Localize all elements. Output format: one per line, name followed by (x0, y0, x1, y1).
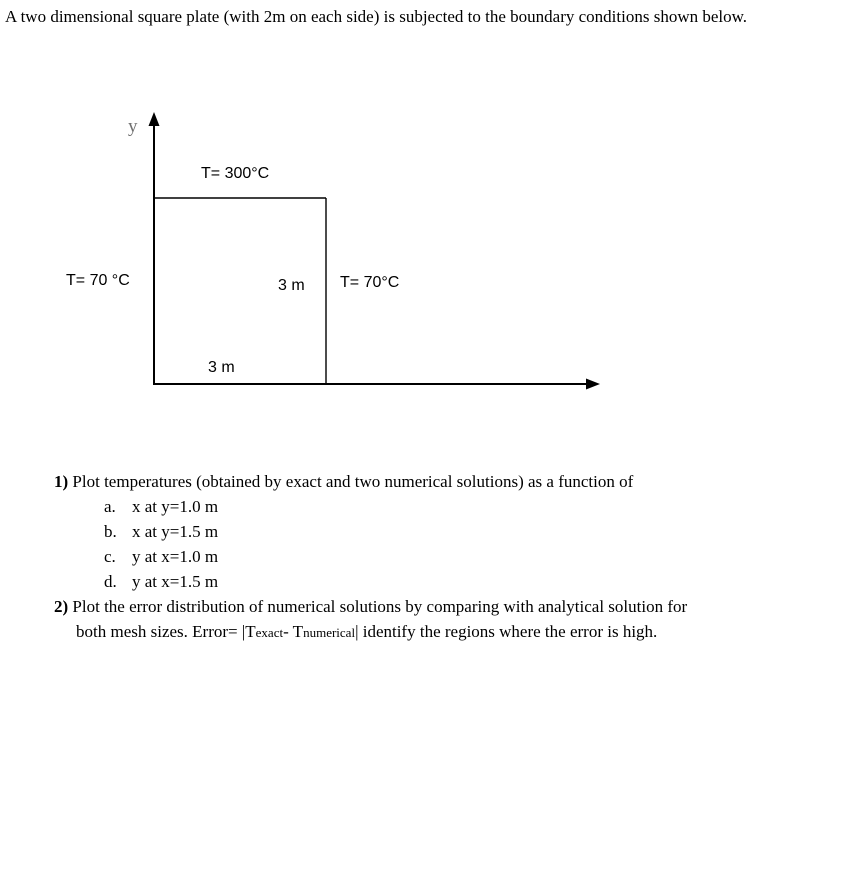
item-letter: a. (104, 497, 116, 516)
question-1-item-c (54, 544, 794, 569)
question-1-item-a (54, 494, 794, 519)
side-dimension-label: 3 m (278, 277, 305, 294)
question-1-text: Plot temperatures (obtained by exact and two numerical solutions) as a function of (72, 472, 634, 491)
error-formula-prefix: both mesh sizes. Error= |T (76, 622, 256, 641)
x-axis-arrowhead (586, 379, 600, 390)
item-letter: b. (104, 522, 117, 541)
question-2-continuation (54, 619, 794, 645)
question-1-number: 1) (54, 472, 69, 491)
subscript-exact: exact (255, 625, 284, 640)
question-1 (54, 469, 794, 494)
error-formula-suffix: | identify the regions where the error is high. (355, 622, 658, 641)
item-letter: d. (104, 572, 117, 591)
y-axis-label: y (128, 116, 138, 137)
item-text: y at x=1.0 m (132, 547, 219, 566)
left-boundary-temp: T= 70 °C (66, 272, 130, 289)
error-formula-mid: - T (283, 622, 304, 641)
subscript-numerical: numerical (303, 625, 356, 640)
bottom-dimension-label: 3 m (208, 359, 235, 376)
question-2-number: 2) (54, 597, 69, 616)
question-1-item-b (54, 519, 794, 544)
problem-intro-text: A two dimensional square plate (with 2m on each side) is subjected to the boundary conditions shown below. (5, 7, 748, 26)
top-boundary-temp: T= 300°C (201, 165, 270, 182)
item-text: x at y=1.0 m (132, 497, 219, 516)
right-boundary-temp: T= 70°C (340, 274, 400, 291)
item-letter: c. (104, 547, 116, 566)
item-text: y at x=1.5 m (132, 572, 219, 591)
question-2-line-1: Plot the error distribution of numerical solutions by comparing with analytical solution for (72, 597, 688, 616)
questions-list (54, 469, 794, 645)
y-axis-arrowhead (149, 112, 160, 126)
question-2 (54, 594, 794, 619)
question-1-item-d (54, 569, 794, 594)
item-text: x at y=1.5 m (132, 522, 219, 541)
